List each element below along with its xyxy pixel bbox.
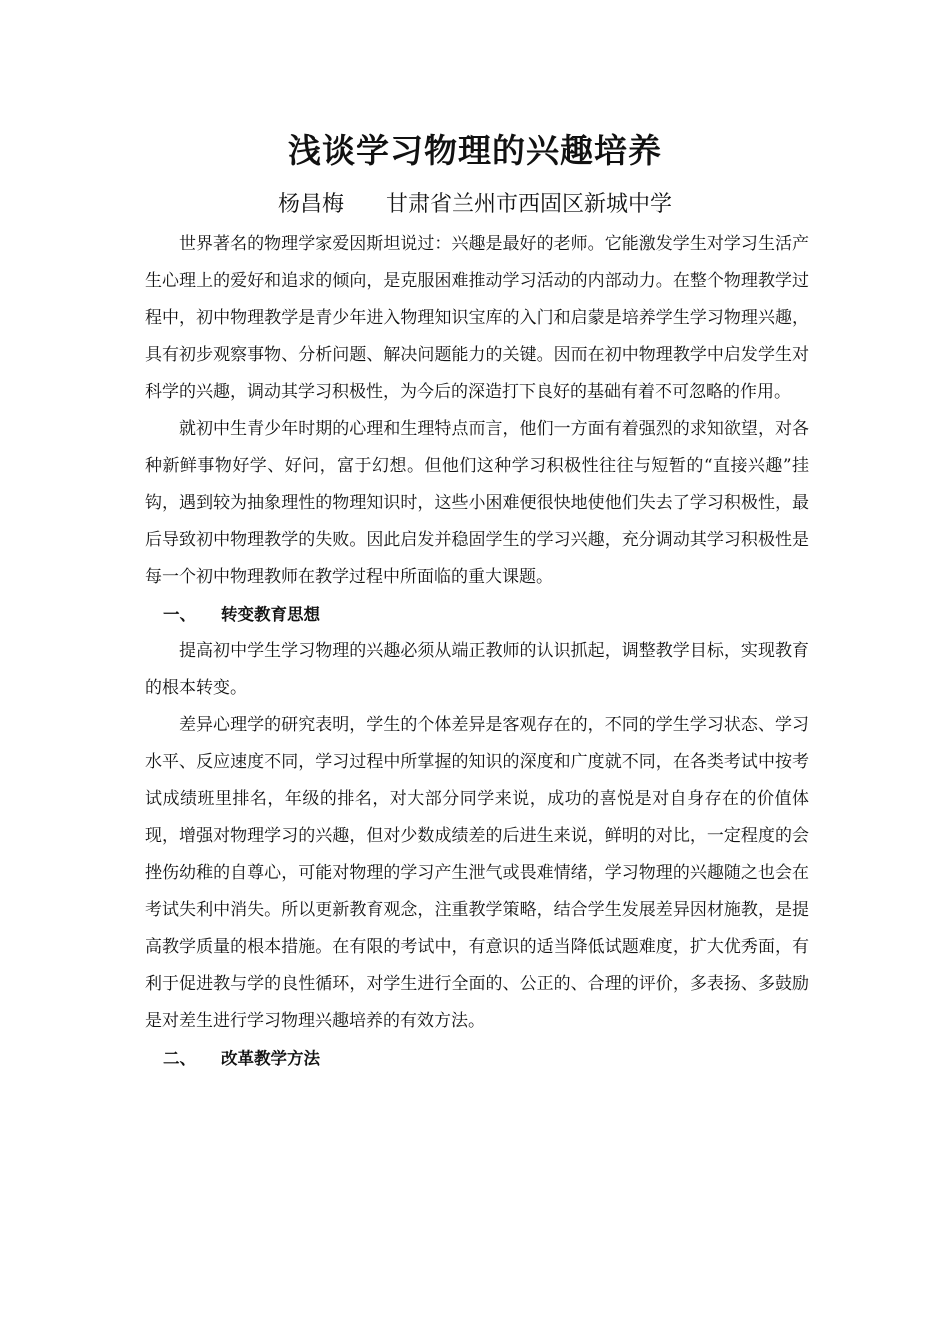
paragraph: 差异心理学的研究表明，学生的个体差异是客观存在的，不同的学生学习状态、学习水平、反应速度不同，学习过程中所掌握的知识的深度和广度就不同，在各类考试中按考试成绩班里排名，年级的排名，对大部分同学来说，成功的喜悦是对自身存在的价值体现，增强对物理学习的兴趣，但对少数成绩差的后进生来说，鲜明的对比，一定程度的会挫伤幼稚的自尊心，可能对物理的学习产生泄气或畏难情绪，学习物理的兴趣随之也会在考试失利中消失。所以更新教育观念，注重教学策略，结合学生发展差异因材施教，是提高教学质量的根本措施。在有限的考试中，有意识的适当降低试题难度，扩大优秀面，有利于促进教与学的良性循环，对学生进行全面的、公正的、合理的评价，多表扬、多鼓励是对差生进行学习物理兴趣培养的有效方法。 [145, 715, 809, 1031]
section-number: 二、 [163, 1049, 196, 1068]
section-number: 一、 [163, 605, 196, 624]
section-title: 改革教学方法 [221, 1049, 320, 1068]
section-title: 转变教育思想 [221, 605, 320, 624]
section-heading [145, 1040, 809, 1077]
section-heading [145, 596, 809, 633]
document-body [145, 226, 809, 1077]
paragraph: 提高初中学生学习物理的兴趣必须从端正教师的认识抓起，调整教学目标，实现教育的根本转变。 [145, 641, 809, 698]
paragraph: 就初中生青少年时期的心理和生理特点而言，他们一方面有着强烈的求知欲望，对各种新鲜事物好学、好问，富于幻想。但他们这种学习积极性往往与短暂的“直接兴趣”挂钩，遇到较为抽象理性的物理知识时，这些小困难便很快地使他们失去了学习积极性，最后导致初中物理教学的失败。因此启发并稳固学生的学习兴趣，充分调动其学习积极性是每一个初中物理教师在教学过程中所面临的重大课题。 [145, 419, 809, 587]
paragraph: 世界著名的物理学家爱因斯坦说过：兴趣是最好的老师。它能激发学生对学习生活产生心理上的爱好和追求的倾向，是克服困难推动学习活动的内部动力。在整个物理教学过程中，初中物理教学是青少年进入物理知识宝库的入门和启蒙是培养学生学习物理兴趣，具有初步观察事物、分析问题、解决问题能力的关键。因而在初中物理教学中启发学生对科学的兴趣，调动其学习积极性，为今后的深造打下良好的基础有着不可忽略的作用。 [145, 234, 809, 402]
author-affiliation: 甘肃省兰州市西固区新城中学 [386, 192, 673, 217]
author-name: 杨昌梅 [277, 192, 344, 217]
byline [0, 188, 950, 222]
document-title: 浅谈学习物理的兴趣培养 [288, 131, 662, 170]
